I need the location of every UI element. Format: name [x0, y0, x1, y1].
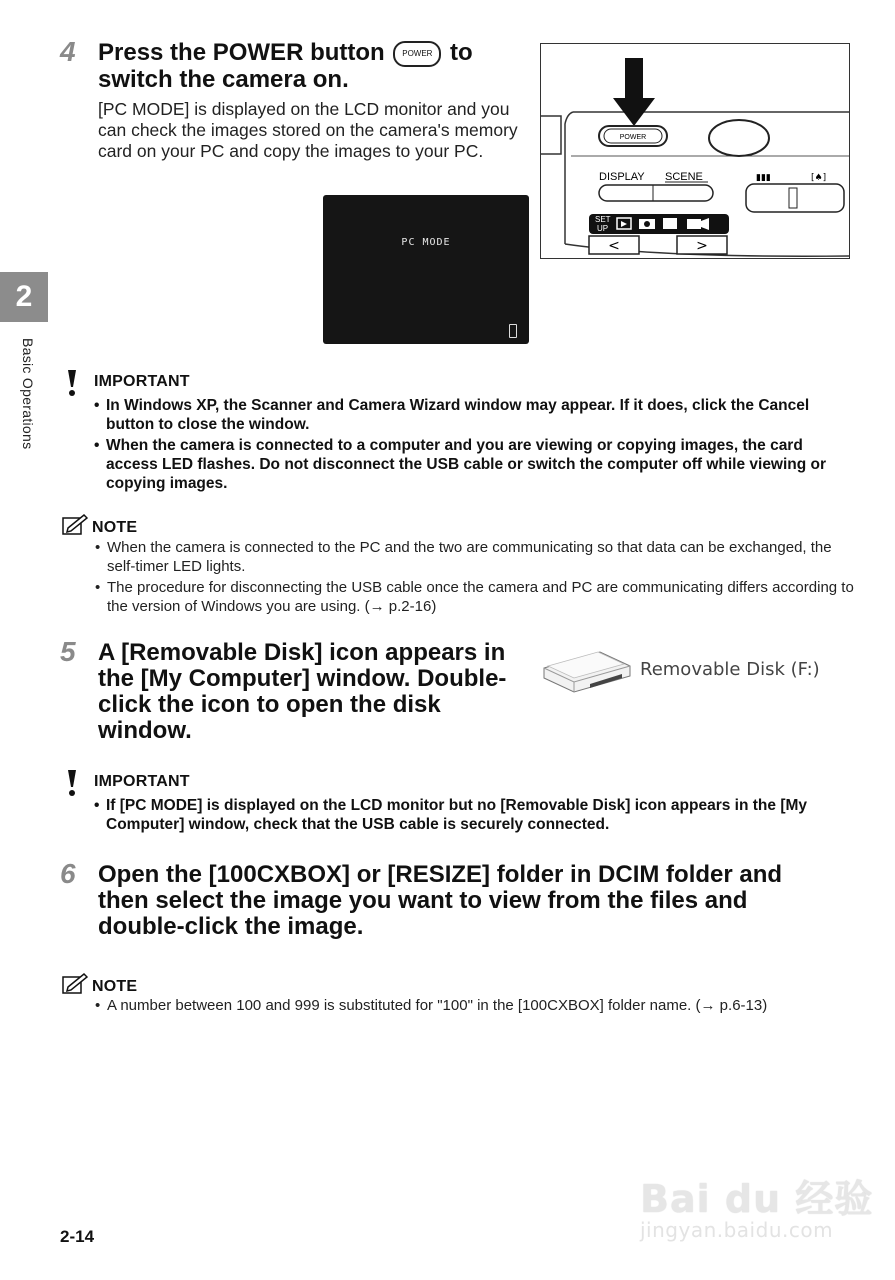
chapter-tab: 2 [0, 272, 48, 322]
chapter-title: Basic Operations [20, 338, 36, 450]
step-6-title-line-1: Open the [100CXBOX] or [RESIZE] folder in DCIM folder and [98, 861, 783, 888]
note-2-item-1: • A number between 100 and 999 is substituted for "100" in the [100CXBOX] folder name. (→ p.6-13) [95, 996, 815, 1015]
watermark-logo: Bai du 经验 [640, 1177, 874, 1221]
svg-text:SET: SET [595, 215, 611, 224]
svg-text:UP: UP [597, 224, 609, 233]
step-4-title-part2: to [450, 39, 473, 66]
important-heading-1: IMPORTANT [94, 373, 190, 390]
step-4-title-line2: switch the camera on. [98, 65, 349, 93]
page-number: 2-14 [60, 1227, 95, 1246]
important-icon [66, 369, 78, 397]
note-heading-2: NOTE [92, 978, 138, 995]
important-icon [66, 769, 78, 797]
step-6-title [98, 862, 878, 940]
camera-diagram [541, 44, 849, 258]
step-4-title [98, 40, 538, 93]
step-6-number: 6 [60, 858, 76, 889]
right-arrow-label: > [696, 238, 708, 254]
step-4-number: 4 [60, 36, 76, 67]
note-icon [62, 973, 88, 995]
step-6-title-line-2: then select the image you want to view from the files and [98, 887, 748, 914]
battery-icon [509, 324, 517, 338]
step-4-title-part1: Press the POWER button [98, 39, 385, 66]
important-list-2 [94, 796, 854, 836]
removable-disk-icon[interactable] [540, 646, 634, 696]
important-2-item-1: • If [PC MODE] is displayed on the LCD monitor but no [Removable Disk] icon appears in the [My Computer] window, check that the USB cable is securely connected. [94, 796, 854, 834]
svg-text:[♠]: [♠] [811, 173, 827, 183]
note-1-item-1: • When the camera is connected to the PC and the two are communicating so that data can be exchanged, the self-timer LED lights. [95, 538, 855, 576]
step-5-title-line-4: window. [98, 717, 192, 744]
note-list-2 [95, 996, 815, 1017]
step-6-title-line-3: double-click the image. [98, 913, 364, 940]
lcd-monitor [323, 195, 529, 344]
important-heading-2: IMPORTANT [94, 773, 190, 790]
important-1-item-2: • When the camera is connected to a computer and you are viewing or copying images, the card access LED flashes. Do not disconnect the USB cable or switch the computer off while viewing or copying images. [94, 436, 854, 493]
svg-text:▮▮▮: ▮▮▮ [756, 173, 771, 183]
step-4-body: [PC MODE] is displayed on the LCD monitor and you can check the images stored on the camera's memory card on your PC and copy the images to your PC. [98, 99, 518, 161]
scene-label: SCENE [665, 171, 703, 183]
note-list-1 [95, 538, 855, 618]
step-5-number: 5 [60, 636, 76, 667]
important-list-1 [94, 396, 854, 495]
shutter-button [709, 120, 769, 156]
step-5-title-line-3: click the icon to open the disk [98, 691, 441, 718]
step-5-title-line-1: A [Removable Disk] icon appears in [98, 639, 506, 666]
step-5-title-line-2: the [My Computer] window. Double- [98, 665, 507, 692]
power-button-icon: POWER [393, 41, 441, 67]
note-1-item-2: • The procedure for disconnecting the USB cable once the camera and PC are communicating differs according to the version of Windows you are using. (→ p.2-16) [95, 578, 855, 616]
camera-illustration [540, 43, 850, 259]
note-heading-1: NOTE [92, 519, 138, 536]
step-5-title [98, 640, 538, 744]
note-icon [62, 514, 88, 536]
important-1-item-1: • In Windows XP, the Scanner and Camera Wizard window may appear. If it does, click the Cancel button to close the window. [94, 396, 854, 434]
watermark-url: jingyan.baidu.com [640, 1218, 834, 1242]
power-label: POWER [619, 134, 647, 141]
arrow-shaft [625, 58, 643, 100]
left-arrow-label: < [608, 238, 620, 254]
removable-disk-label[interactable]: Removable Disk (F:) [640, 659, 820, 680]
lcd-pc-mode-text: PC MODE [401, 237, 451, 248]
display-label: DISPLAY [599, 171, 645, 183]
